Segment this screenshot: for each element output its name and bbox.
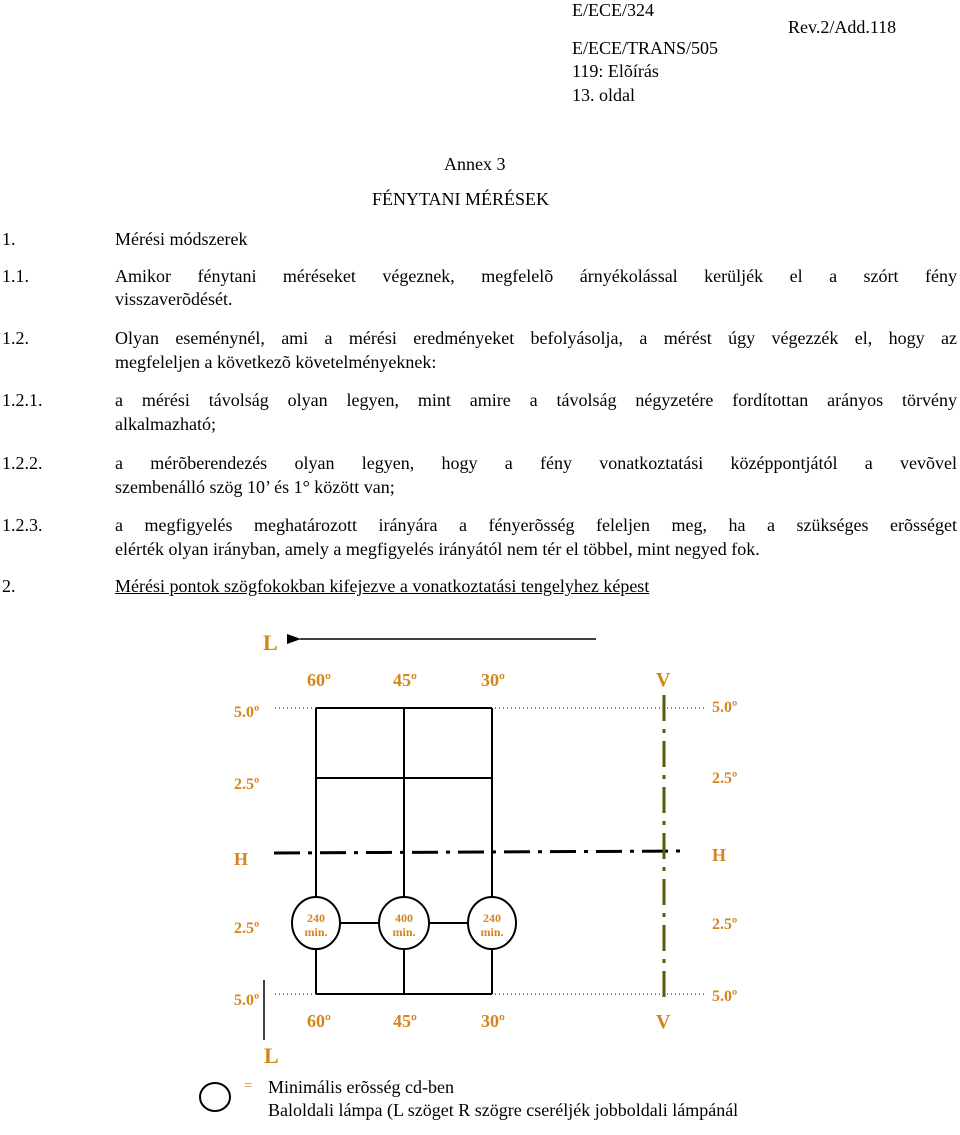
bottom-angle-60: 60º	[307, 1011, 331, 1031]
bottom-angle-30: 30º	[481, 1011, 505, 1031]
h-axis-line	[274, 851, 688, 853]
para-1-2-2-line-1: a mérõberendezés olyan legyen, hogy a fény vonatkoztatási középpontjától a vevõvel	[115, 453, 957, 473]
left-label-2-5-bottom: 2.5º	[234, 920, 260, 937]
legend-circle-icon	[200, 1083, 230, 1111]
para-1-2-3-line-1: a megfigyelés meghatározott irányára a fényerõsség feleljen meg, ha a szükséges erõsséget	[115, 515, 957, 535]
label-V-top: V	[656, 669, 671, 691]
section-2-title: Mérési pontok szögfokokban kifejezve a vonatkoztatási tengelyhez képest	[115, 576, 650, 596]
para-1-2-number: 1.2.	[2, 328, 29, 348]
right-label-5-bottom: 5.0º	[712, 988, 738, 1005]
legend-equals: =	[244, 1078, 253, 1094]
para-1-2-line-1: Olyan eseménynél, ami a mérési eredményeket befolyásolja, a mérést úgy végezzék el, hogy az	[115, 328, 957, 348]
legend-min-intensity: Minimális erõsség cd-ben	[268, 1077, 454, 1097]
para-1-1-line-1: Amikor fénytani méréseket végeznek, megfelelõ árnyékolással kerüljék el a szórt fény	[115, 266, 957, 286]
para-1-2-3-number: 1.2.3.	[2, 515, 43, 535]
circle-value-45: 400	[395, 911, 413, 925]
right-label-5-top: 5.0º	[712, 699, 738, 716]
page-number: 13. oldal	[572, 85, 635, 105]
para-1-2-line-2: megfeleljen a következõ követelményeknek:	[115, 352, 437, 372]
left-label-H: H	[234, 849, 249, 869]
left-label-5-bottom: 5.0º	[234, 992, 260, 1009]
para-1-2-2-line-2: szembenálló szög 10’ és 1° között van;	[115, 477, 395, 497]
para-1-1-line-2: visszaverõdését.	[115, 289, 233, 309]
para-1-1-number: 1.1.	[2, 266, 29, 286]
circle-unit-45: min.	[392, 925, 416, 939]
circle-unit-30: min.	[480, 925, 504, 939]
page-title: FÉNYTANI MÉRÉSEK	[372, 189, 550, 209]
section-1-title: Mérési módszerek	[115, 229, 248, 249]
para-1-2-3-line-2: elérték olyan irányban, amely a megfigyelés irányától nem tér el többel, mint negyed fok.	[115, 539, 760, 559]
section-1-number: 1.	[2, 229, 16, 249]
annex-label: Annex 3	[444, 154, 506, 174]
legend-lamp-note: Baloldali lámpa (L szöget R szögre cseréljék jobboldali lámpánál	[268, 1100, 739, 1120]
right-label-2-5-bottom: 2.5º	[712, 916, 738, 933]
doc-regulation: 119: Elõírás	[572, 61, 659, 81]
section-2-number: 2.	[2, 576, 16, 596]
circle-unit-60: min.	[304, 925, 328, 939]
left-label-2-5-top: 2.5º	[234, 776, 260, 793]
doc-code-2: E/ECE/TRANS/505	[572, 38, 719, 58]
para-1-2-1-number: 1.2.1.	[2, 390, 43, 410]
para-1-2-2-number: 1.2.2.	[2, 453, 43, 473]
doc-revision: Rev.2/Add.118	[788, 17, 897, 37]
bottom-angle-45: 45º	[393, 1011, 417, 1031]
right-label-H: H	[712, 845, 727, 865]
label-L-bottom: L	[264, 1043, 279, 1068]
doc-code-1: E/ECE/324	[572, 0, 654, 20]
right-label-2-5-top: 2.5º	[712, 770, 738, 787]
para-1-2-1-line-2: alkalmazható;	[115, 414, 216, 434]
circle-value-30: 240	[483, 911, 501, 925]
para-1-2-1-line-1: a mérési távolság olyan legyen, mint amire a távolság négyzetére fordítottan arányos törvény	[115, 390, 957, 410]
label-L-top: L	[263, 630, 278, 655]
left-label-5-top: 5.0º	[234, 704, 260, 721]
top-angle-45: 45º	[393, 670, 417, 690]
top-angle-30: 30º	[481, 670, 505, 690]
circle-value-60: 240	[307, 911, 325, 925]
top-angle-60: 60º	[307, 670, 331, 690]
label-V-bottom: V	[656, 1011, 671, 1033]
